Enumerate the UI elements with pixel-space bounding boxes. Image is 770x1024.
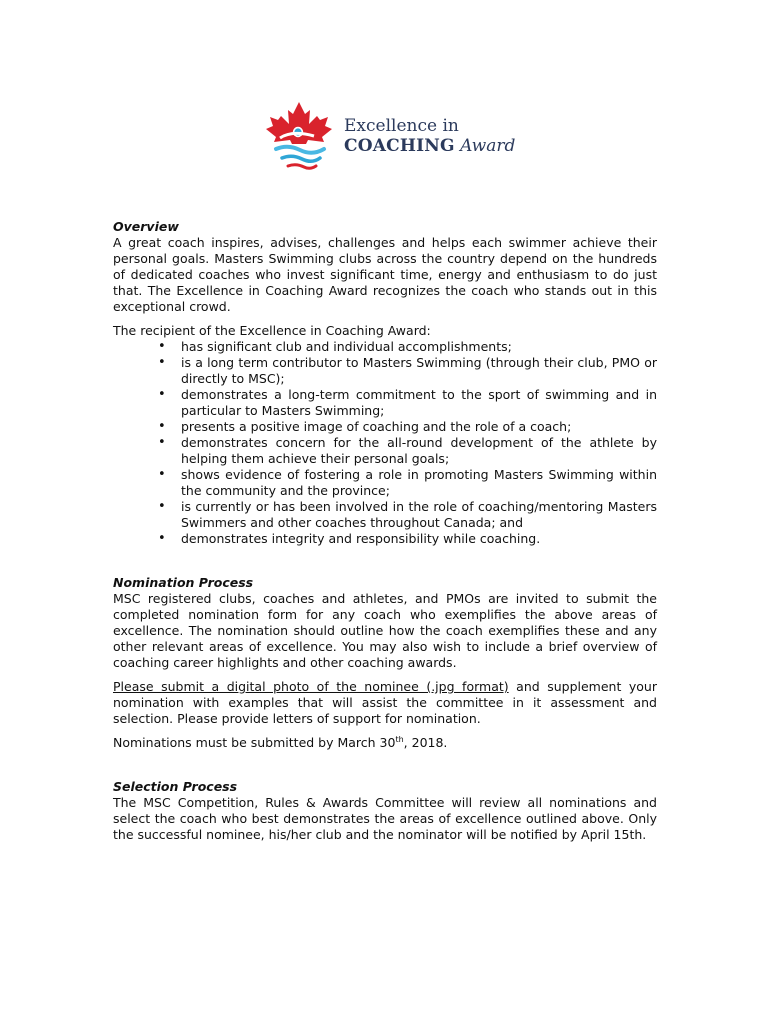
logo-coaching-text: COACHING bbox=[344, 136, 455, 156]
logo-title-line1: Excellence in bbox=[344, 116, 459, 136]
list-item: • shows evidence of fostering a role in promoting Masters Swimming within the community and the province; bbox=[181, 467, 657, 499]
deadline-year: , 2018. bbox=[403, 735, 448, 750]
list-item: • has significant club and individual accomplishments; bbox=[181, 339, 657, 355]
list-item: • is a long term contributor to Masters Swimming (through their club, PMO or directly to MSC); bbox=[181, 355, 657, 387]
selection-paragraph: The MSC Competition, Rules & Awards Committee will review all nominations and select the coach who best demonstrates the areas of excellence outlined above. Only the successful nominee, his/her club and the nominator will be notified by April 15th. bbox=[113, 795, 657, 842]
selection-heading: Selection Process bbox=[113, 779, 238, 794]
deadline bbox=[113, 735, 657, 751]
list-item: • demonstrates integrity and responsibility while coaching. bbox=[181, 531, 657, 547]
award-logo bbox=[258, 100, 518, 175]
list-item: • demonstrates concern for the all-round development of the athlete by helping them achieve their personal goals; bbox=[181, 435, 657, 467]
recipient-intro: The recipient of the Excellence in Coaching Award: bbox=[113, 323, 431, 338]
overview-heading: Overview bbox=[113, 219, 179, 234]
document-body bbox=[113, 219, 657, 843]
criteria-list bbox=[113, 339, 657, 547]
nomination-heading: Nomination Process bbox=[113, 575, 254, 590]
list-item: • presents a positive image of coaching and the role of a coach; bbox=[181, 419, 657, 435]
maple-leaf-swimmer-icon bbox=[258, 100, 340, 175]
nomination-paragraph: MSC registered clubs, coaches and athletes, and PMOs are invited to submit the completed nomination form for any coach who exemplifies the above areas of excellence. The nomination should outline how the coach exemplifies these and any other relevant areas of excellence. You may also wish to include a brief overview of coaching career highlights and other coaching awards. bbox=[113, 591, 657, 670]
list-item: • is currently or has been involved in the role of coaching/mentoring Masters Swimmers and other coaches throughout Canada; and bbox=[181, 499, 657, 531]
deadline-ordinal: th bbox=[395, 734, 404, 744]
photo-instructions-rest: and supplement your nomination with examples that will assist the committee in it assessment and selection. Please provide letters of support for nomination. bbox=[113, 679, 657, 726]
photo-requirement: Please submit a digital photo of the nominee (.jpg format) bbox=[113, 679, 509, 694]
overview-paragraph: A great coach inspires, advises, challenges and helps each swimmer achieve their personal goals. Masters Swimming clubs across the country depend on the hundreds of dedicated coaches who invest significant time, energy and enthusiasm to do just that. The Excellence in Coaching Award recognizes the coach who stands out in this exceptional crowd. bbox=[113, 235, 657, 314]
deadline-text: Nominations must be submitted by March 30 bbox=[113, 735, 396, 750]
logo-title-line2 bbox=[344, 136, 515, 156]
photo-instructions bbox=[113, 679, 657, 727]
list-item: • demonstrates a long-term commitment to the sport of swimming and in particular to Masters Swimming; bbox=[181, 387, 657, 419]
logo-award-text: Award bbox=[460, 136, 516, 156]
